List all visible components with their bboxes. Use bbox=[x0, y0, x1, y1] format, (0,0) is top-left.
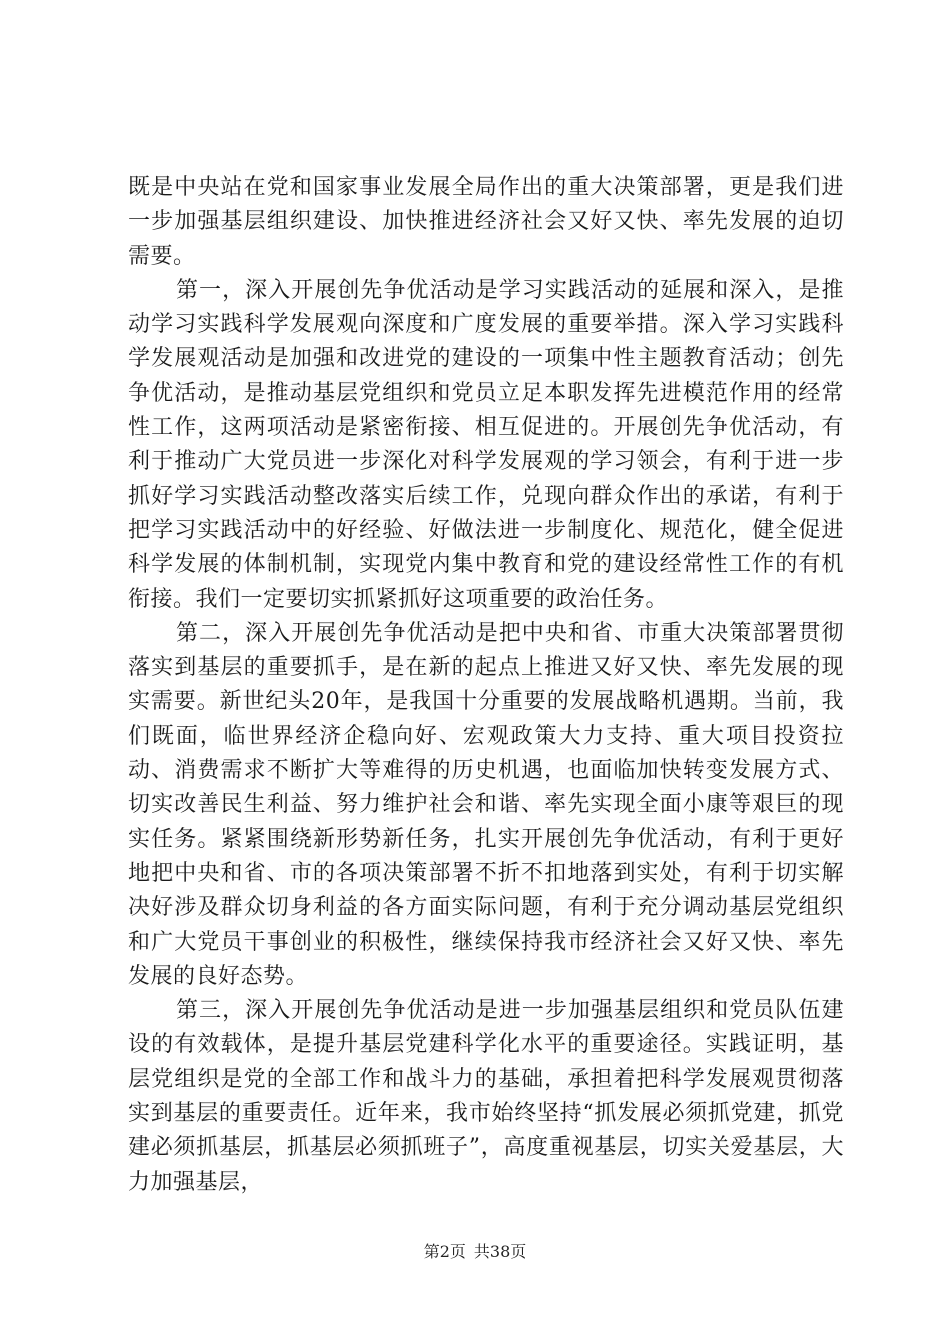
document-body bbox=[128, 171, 844, 1200]
paragraph-continuation: 既是中央站在党和国家事业发展全局作出的重大决策部署，更是我们进一步加强基层组织建设、加快推进经济社会又好又快、率先发展的迫切需要。 bbox=[128, 175, 844, 269]
paragraph-second-point: 第二，深入开展创先争优活动是把中央和省、市重大决策部署贯彻落实到基层的重要抓手，是在新的起点上推进又好又快、率先发展的现实需要。新世纪头20年，是我国十分重要的发展战略机遇期。当前，我们既面，临世界经济企稳向好、宏观政策大力支持、重大项目投资拉动、消费需求不断扩大等难得的历史机遇，也面临加快转变发展方式、切实改善民生利益、努力维护社会和谐、率先实现全面小康等艰巨的现实任务。紧紧围绕新形势新任务，扎实开展创先争优活动，有利于更好地把中央和省、市的各项决策部署不折不扣地落到实处，有利于切实解决好涉及群众切身利益的各方面实际问题，有利于充分调动基层党组织和广大党员干事创业的积极性，继续保持我市经济社会又好又快、率先发展的良好态势。 bbox=[128, 620, 844, 989]
paragraph-third-point: 第三，深入开展创先争优活动是进一步加强基层组织和党员队伍建设的有效载体，是提升基层党建科学化水平的重要途径。实践证明，基层党组织是党的全部工作和战斗力的基础，承担着把科学发展观贯彻落实到基层的重要责任。近年来，我市始终坚持“抓发展必须抓党建，抓党建必须抓基层，抓基层必须抓班子”，高度重视基层，切实关爱基层，大力加强基层， bbox=[128, 998, 844, 1195]
paragraph-first-point: 第一，深入开展创先争优活动是学习实践活动的延展和深入，是推动学习实践科学发展观向深度和广度发展的重要举措。深入学习实践科学发展观活动是加强和改进党的建设的一项集中性主题教育活动；创先争优活动，是推动基层党组织和党员立足本职发挥先进模范作用的经常性工作，这两项活动是紧密衔接、相互促进的。开展创先争优活动，有利于推动广大党员进一步深化对科学发展观的学习领会，有利于进一步抓好学习实践活动整改落实后续工作，兑现向群众作出的承诺，有利于把学习实践活动中的好经验、好做法进一步制度化、规范化，健全促进科学发展的体制机制，实现党内集中教育和党的建设经常性工作的有机衔接。我们一定要切实抓紧抓好这项重要的政治任务。 bbox=[128, 277, 844, 612]
page-total: 共38页 bbox=[473, 1242, 527, 1261]
page-number: 第2页 bbox=[423, 1242, 466, 1261]
page-footer bbox=[0, 1242, 950, 1262]
